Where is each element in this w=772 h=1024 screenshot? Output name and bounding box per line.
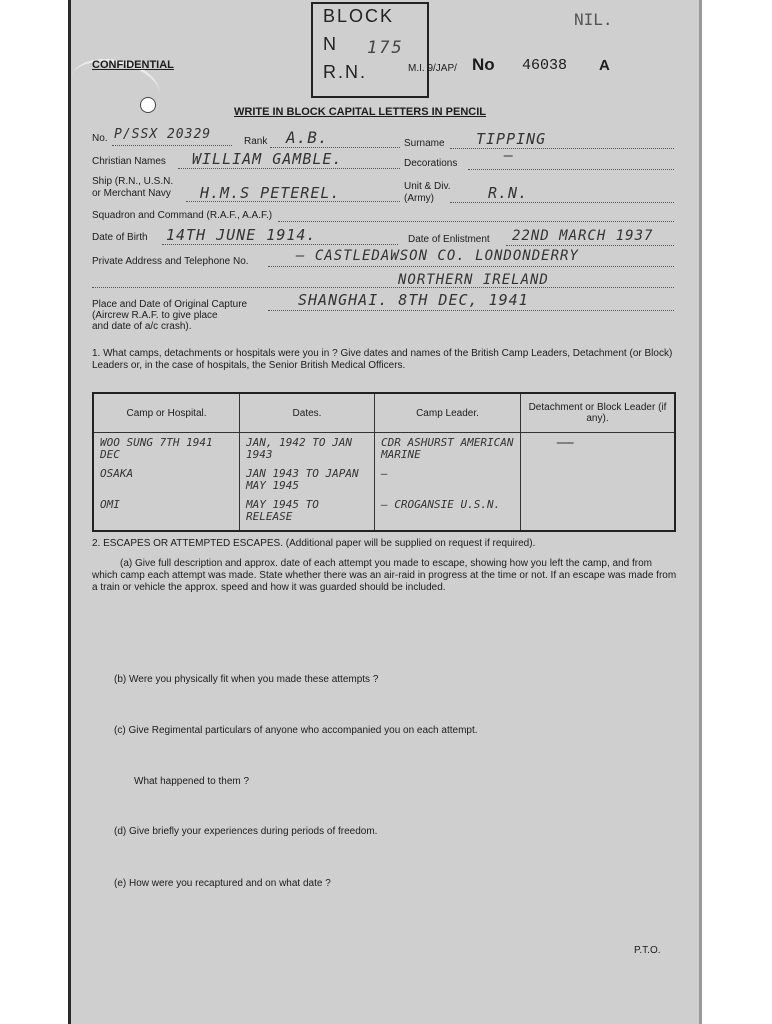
question-2c-text: (c) Give Regimental particulars of anyone who accompanied you on each attempt. (114, 725, 478, 736)
paper-left-edge (68, 0, 71, 1024)
capture-label-line2: (Aircrew R.A.F. to give place (92, 310, 218, 321)
dates-cell: JAN 1943 TO JAPAN MAY 1945 (246, 467, 359, 492)
leader-cell: — CROGANSIE U.S.N. (381, 498, 501, 511)
camps-table-body (93, 433, 675, 532)
rank-line (270, 147, 400, 148)
number-label: No (472, 55, 495, 74)
capture-value: SHANGHAI. 8TH DEC, 1941 (298, 291, 529, 309)
no-line (112, 145, 232, 146)
question-2b-text: (b) Were you physically fit when you made these attempts ? (114, 674, 379, 685)
question-1-text: 1. What camps, detachments or hospitals were you in ? Give dates and names of the British Camp Leaders, Detachment (or Block) Leaders or, in the case of hospitals, the Senior British Medical Officers. (92, 348, 673, 371)
rank-value: A.B. (286, 128, 329, 147)
no-label: No. (92, 133, 108, 144)
decorations-line (468, 169, 674, 170)
column-header-detachment-leader: Detachment or Block Leader (if any). (521, 393, 676, 433)
capture-label-line3: and date of a/c crash). (92, 321, 192, 332)
question-2c-followup: What happened to them ? (134, 776, 250, 787)
dob-label: Date of Birth (92, 232, 148, 243)
ship-label-line2: or Merchant Navy (92, 188, 171, 199)
unit-label-line2: (Army) (404, 193, 434, 204)
paper-right-edge (699, 0, 702, 1024)
stamp-line-1: BLOCK (323, 6, 395, 26)
reference-code: M.I. 9/JAP/ (408, 63, 457, 74)
squadron-line (278, 221, 674, 222)
leader-column (375, 433, 521, 532)
enlistment-line (506, 245, 674, 246)
christian-names-value: WILLIAM GAMBLE. (192, 150, 343, 168)
address-line-2 (92, 287, 674, 288)
surname-line (450, 148, 674, 149)
question-2-heading: 2. ESCAPES OR ATTEMPTED ESCAPES. (Additional paper will be supplied on request if required). (92, 538, 536, 549)
stamp-line-3: R.N. (323, 62, 367, 82)
dates-cell: JAN, 1942 TO JAN 1943 (246, 436, 352, 461)
detachment-cell: —— (557, 435, 574, 451)
pto-label: P.T.O. (634, 945, 661, 956)
squadron-label: Squadron and Command (R.A.F., A.A.F.) (92, 210, 273, 221)
camp-column (93, 433, 240, 532)
unit-value: R.N. (488, 184, 529, 202)
camps-table-header (93, 393, 675, 433)
dates-cell: MAY 1945 TO RELEASE (246, 498, 319, 523)
ship-line (186, 201, 400, 202)
leader-cell: — (381, 467, 388, 480)
punch-hole (140, 97, 156, 113)
ship-label-line1: Ship (R.N., U.S.N. (92, 176, 174, 187)
camp-cell: OSAKA (100, 467, 134, 480)
address-label: Private Address and Telephone No. (92, 256, 249, 267)
detachment-column (521, 433, 676, 532)
address-line-1 (268, 266, 674, 267)
leader-cell: CDR ASHURST AMERICAN MARINE (381, 436, 514, 461)
capture-line (268, 310, 674, 311)
column-header-camp-leader: Camp Leader. (375, 393, 521, 433)
camp-cell: OMI (100, 498, 120, 511)
dob-line (162, 244, 398, 245)
classification-label: CONFIDENTIAL (92, 59, 174, 71)
enlistment-value: 22ND MARCH 1937 (512, 228, 654, 244)
unit-line (450, 202, 674, 203)
series-letter: A (599, 57, 610, 74)
corner-note: NIL. (574, 10, 613, 29)
column-header-dates: Dates. (240, 393, 375, 433)
dates-column (240, 433, 375, 532)
camp-cell: WOO SUNG 7TH 1941 DEC (100, 436, 213, 461)
enlistment-label: Date of Enlistment (408, 234, 490, 245)
capture-label-line1: Place and Date of Original Capture (92, 299, 248, 310)
christian-names-line (178, 168, 400, 169)
unit-label-line1: Unit & Div. (404, 181, 451, 192)
rank-label: Rank (244, 136, 268, 147)
dob-value: 14TH JUNE 1914. (166, 226, 317, 244)
christian-names-label: Christian Names (92, 156, 166, 167)
form-number: 46038 (522, 57, 568, 74)
address-value-line2: NORTHERN IRELAND (398, 272, 549, 288)
surname-value: TIPPING (476, 130, 547, 148)
form-instruction: WRITE IN BLOCK CAPITAL LETTERS IN PENCIL (234, 106, 486, 118)
question-2a-text: (a) Give full description and approx. date of each attempt you made to escape, showing how you left the camp, and from which camp each attempt was made. State whether there was an air-raid in progress at the time or not. If an escape was made from a train or vehicle the approx. speed and how it was guarded should be included. (92, 558, 677, 593)
question-2d-text: (d) Give briefly your experiences during periods of freedom. (114, 826, 378, 837)
block-stamp (311, 2, 429, 98)
service-number-value: P/SSX 20329 (114, 127, 212, 142)
decorations-value: — (504, 146, 515, 164)
stamp-line-2: N (323, 34, 338, 54)
stamp-handwritten-number: 175 (367, 38, 404, 58)
ship-value: H.M.S PETEREL. (200, 184, 341, 202)
address-value-line1: — CASTLEDAWSON CO. LONDONDERRY (296, 248, 579, 264)
camps-table (92, 392, 676, 532)
column-header-camp: Camp or Hospital. (93, 393, 240, 433)
decorations-label: Decorations (404, 158, 458, 169)
surname-label: Surname (404, 138, 445, 149)
question-2e-text: (e) How were you recaptured and on what date ? (114, 878, 331, 889)
